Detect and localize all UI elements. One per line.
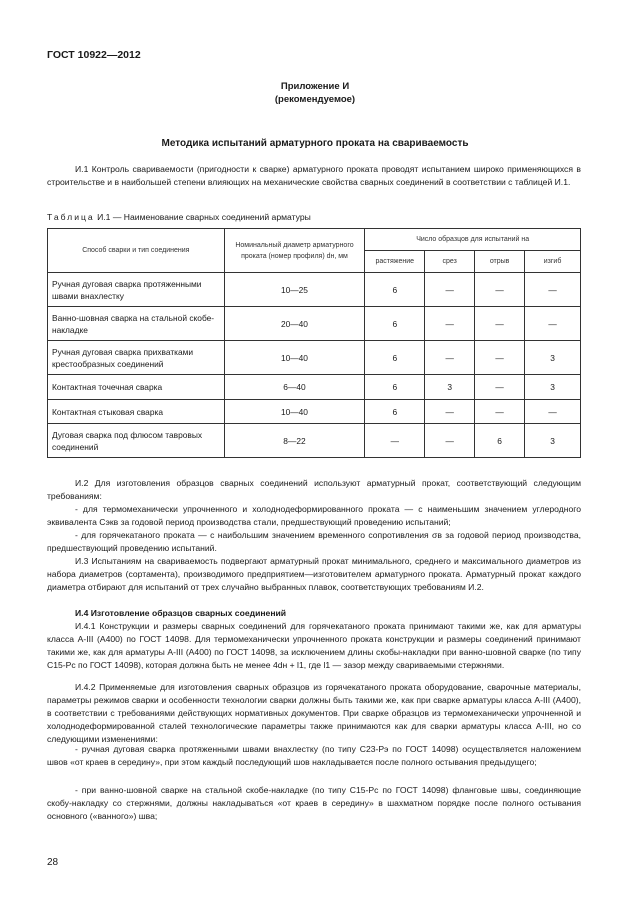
header-method: Способ сварки и тип соединения [48, 229, 225, 273]
cell-diameter: 6—40 [224, 375, 365, 400]
paragraph-i2: И.2 Для изготовления образцов сварных соединений используют арматурный прокат, соответствующий следующим требованиям: [47, 478, 581, 501]
header-count: Число образцов для испытаний на [365, 229, 581, 251]
cell-bend: 3 [525, 375, 581, 400]
header-diameter: Номинальный диаметр арматурного проката (номер профиля) dн, мм [224, 229, 365, 273]
cell-bend: — [525, 273, 581, 307]
paragraph-i42-item1: - ручная дуговая сварка протяженными швами внахлестку (по типу С23-Рэ по ГОСТ 14098) осуществляется наложением швов «от краев в середину», при этом каждый последующий шов накладывается после полного остывания предыдущего; [47, 744, 581, 767]
cell-method: Контактная стыковая сварка [48, 400, 225, 424]
paragraph-i42-item2: - при ванно-шовной сварке на стальной скобе-накладке (по типу С15-Рс по ГОСТ 14098) фланговые швы, соединяющие скобу-накладку со стержнями, должны накладываться «от краев в середину» в шахматном порядке после полного остывания основного («ванного») шва; [47, 785, 581, 821]
cell-diameter: 10—25 [224, 273, 365, 307]
header-tearoff: отрыв [475, 251, 525, 273]
cell-bend: 3 [525, 424, 581, 458]
cell-tearoff: 6 [475, 424, 525, 458]
section-heading-text: И.4 Изготовление образцов сварных соединений [75, 608, 287, 618]
intro-paragraph: И.1 Контроль свариваемости (пригодности к сварке) арматурного проката проводят испытанием широко применяющихся в строительстве и в наибольшей степени влияющих на механические свойства сварных соединений в соответствии с таблицей И.1. [47, 164, 581, 187]
table-caption-text: И.1 — Наименование сварных соединений арматуры [97, 212, 311, 222]
cell-bend: 3 [525, 341, 581, 375]
table-row [48, 424, 581, 458]
paragraph-i2-item2: - для горячекатаного проката — с наибольшим значением временного сопротивления σв за годовой период производства, предшествующий проведению испытаний. [47, 530, 581, 553]
cell-tension: 6 [365, 375, 425, 400]
document-id: ГОСТ 10922—2012 [47, 49, 141, 61]
paragraph-i3: И.3 Испытаниям на свариваемость подвергают арматурный прокат минимального, среднего и максимального диаметров из набора диаметров (сортамента), производимого предприятием—изготовителем арматурного проката. Арматурный прокат каждого диаметра отбирают для испытаний от трех случайно выбранных плавок, соответствующих требованиям И.2. [47, 556, 581, 592]
cell-method: Контактная точечная сварка [48, 375, 225, 400]
section-heading-i4 [47, 607, 581, 620]
table-caption [47, 212, 311, 222]
cell-shear: — [425, 307, 475, 341]
cell-tearoff: — [475, 273, 525, 307]
cell-method: Дуговая сварка под флюсом тавровых соединений [48, 424, 225, 458]
table-row [48, 273, 581, 307]
cell-diameter: 8—22 [224, 424, 365, 458]
table-row [48, 307, 581, 341]
cell-diameter: 20—40 [224, 307, 365, 341]
table-caption-word: Таблица [47, 212, 95, 222]
cell-shear: 3 [425, 375, 475, 400]
cell-tension: 6 [365, 307, 425, 341]
cell-shear: — [425, 400, 475, 424]
welding-table [47, 228, 581, 458]
annex-title: Приложение И [280, 81, 350, 92]
page-number: 28 [47, 857, 59, 868]
cell-diameter: 10—40 [224, 400, 365, 424]
cell-shear: — [425, 424, 475, 458]
table-row [48, 375, 581, 400]
header-tension: растяжение [365, 251, 425, 273]
table-row [48, 341, 581, 375]
cell-bend: — [525, 307, 581, 341]
cell-method: Ручная дуговая сварка прихватками крестообразных соединений [48, 341, 225, 375]
cell-tension: 6 [365, 400, 425, 424]
paragraph-i42: И.4.2 Применяемые для изготовления сварных образцов из горячекатаного проката оборудование, сварочные материалы, параметры режимов сварки и особенности технологии сварки должны быть такими же, как при сварке арматуры класса А-III (А400), в соответствии с требованиями действующих нормативных документов. При сварке образцов из термомеханически упрочненной и холоднодеформированной сталей технологические параметры также принимаются как для сварки арматуры класса А-III, но со следующими изменениями: [47, 682, 581, 744]
cell-tearoff: — [475, 341, 525, 375]
paragraph-i2-item1: - для термомеханически упрочненного и холоднодеформированного проката — с наименьшим значением углеродного эквивалента Сэкв за годовой период производства стали, предшествующий проведению испытаний; [47, 504, 581, 527]
cell-tearoff: — [475, 307, 525, 341]
cell-shear: — [425, 341, 475, 375]
annex-status: (рекомендуемое) [274, 94, 356, 105]
table-row [48, 400, 581, 424]
paragraph-i41: И.4.1 Конструкции и размеры сварных соединений для горячекатаного проката принимают такими же, как для арматуры класса А-III (А400) по ГОСТ 14098. Для термомеханически упрочненного проката конструкции и размеры соединений принимают такими же, как для арматуры А-III (А400) по ГОСТ 14098, за исключением длины скобы-накладки при ванно-шовной сварке (по типу С15-Рс по ГОСТ 14098), которая должна быть не менее 4dн + l1, где l1 — зазор между свариваемыми стержнями. [47, 621, 581, 670]
page-title: Методика испытаний арматурного проката на свариваемость [161, 138, 469, 149]
annex-heading [0, 80, 630, 106]
cell-tension: — [365, 424, 425, 458]
header-bend: изгиб [525, 251, 581, 273]
cell-tension: 6 [365, 341, 425, 375]
cell-bend: — [525, 400, 581, 424]
cell-tension: 6 [365, 273, 425, 307]
cell-diameter: 10—40 [224, 341, 365, 375]
cell-tearoff: — [475, 375, 525, 400]
cell-tearoff: — [475, 400, 525, 424]
cell-method: Ванно-шовная сварка на стальной скобе-накладке [48, 307, 225, 341]
cell-shear: — [425, 273, 475, 307]
cell-method: Ручная дуговая сварка протяженными швами внахлестку [48, 273, 225, 307]
header-shear: срез [425, 251, 475, 273]
